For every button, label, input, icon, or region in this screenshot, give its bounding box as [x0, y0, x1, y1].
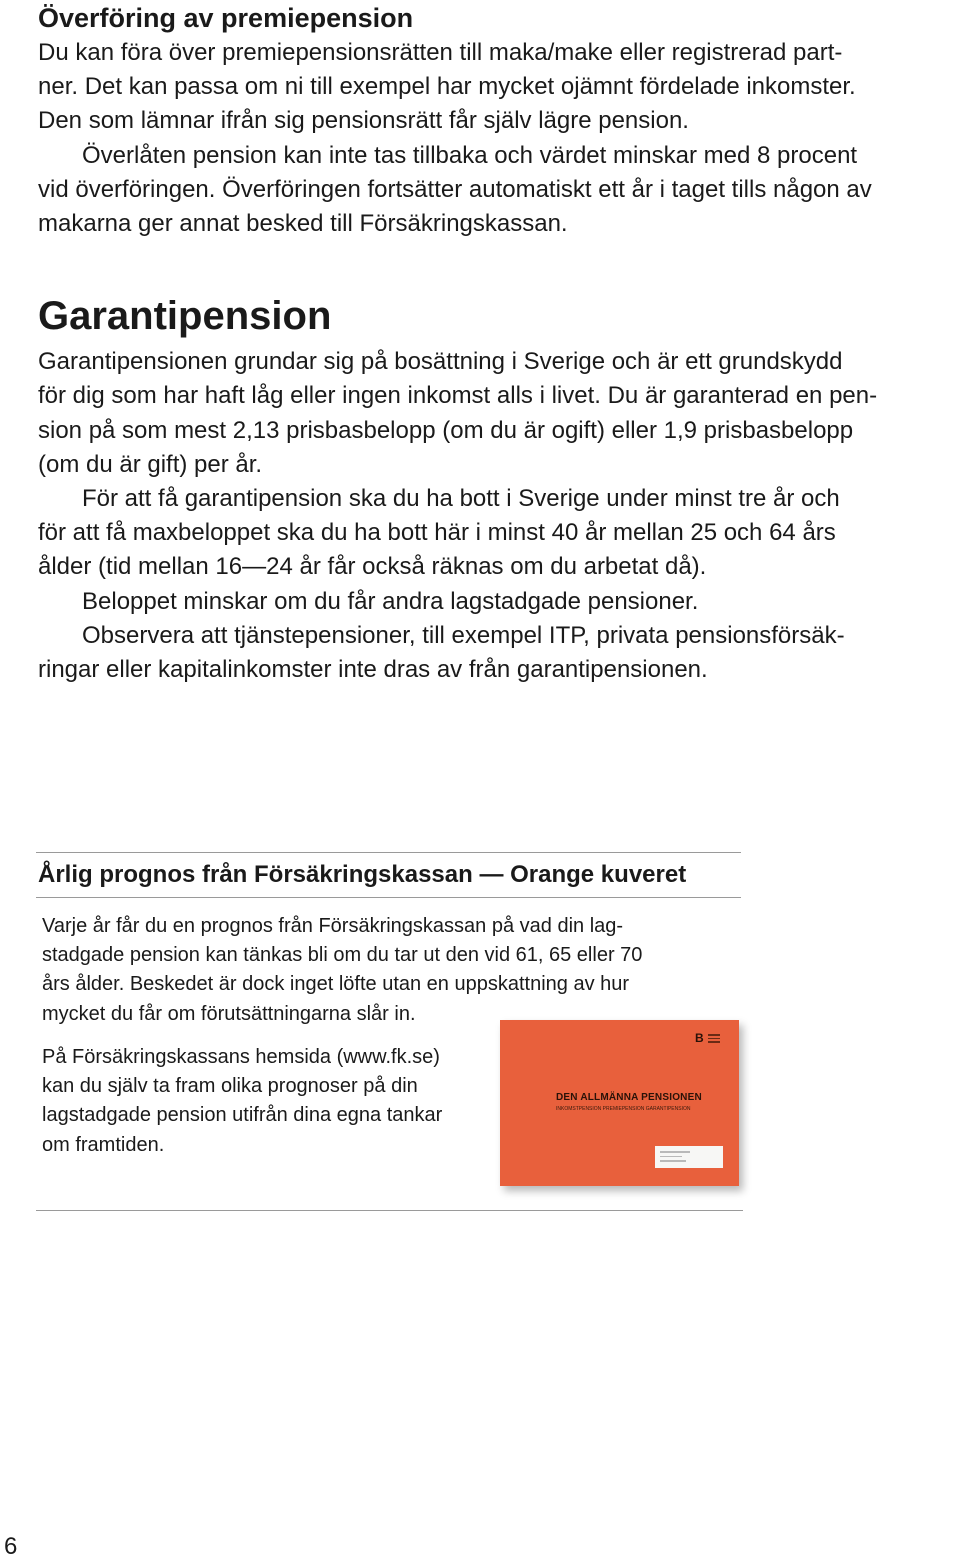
orange-envelope-image — [500, 1020, 739, 1186]
body-line: sion på som mest 2,13 prisbasbelopp (om du är ogift) eller 1,9 prisbasbelopp — [38, 417, 854, 444]
section-title-garantipension: Garantipension — [38, 294, 332, 338]
box-title: Årlig prognos från Försäkringskassan — Orange kuveret — [38, 861, 687, 888]
box-bottom-rule — [36, 1210, 743, 1211]
body-line: Beloppet minskar om du får andra lagstadgade pensioner. — [82, 588, 699, 615]
body-line: ner. Det kan passa om ni till exempel har mycket ojämnt fördelade inkomster. — [38, 73, 856, 100]
box-text-line: lagstadgade pension utifrån dina egna tankar — [42, 1104, 443, 1126]
body-line: vid överföringen. Överföringen fortsätter automatiskt ett år i taget tills någon av — [38, 176, 872, 203]
box-title-rule — [36, 897, 741, 898]
body-line: Du kan föra över premiepensionsrätten till maka/make eller registrerad part- — [38, 39, 843, 66]
body-line: Observera att tjänstepensioner, till exempel ITP, privata pensionsförsäk- — [82, 622, 845, 649]
body-line: ringar eller kapitalinkomster inte dras av från garantipensionen. — [38, 656, 708, 683]
body-line: för att få maxbeloppet ska du ha bott här i minst 40 år mellan 25 och 64 års — [38, 519, 836, 546]
box-text-line: om framtiden. — [42, 1134, 165, 1156]
envelope-title: DEN ALLMÄNNA PENSIONEN — [556, 1092, 702, 1103]
body-line: makarna ger annat besked till Försäkringskassan. — [38, 210, 568, 237]
section-title-premiepension: Överföring av premiepension — [38, 3, 414, 33]
box-text-line: På Försäkringskassans hemsida (www.fk.se) — [42, 1046, 440, 1068]
body-line: för dig som har haft låg eller ingen inkomst alls i livet. Du är garanterad en pen- — [38, 382, 878, 409]
box-text-line: års ålder. Beskedet är dock inget löfte utan en uppskattning av hur — [42, 973, 630, 995]
envelope-logo-mark — [708, 1034, 720, 1045]
box-text-line: Varje år får du en prognos från Försäkringskassan på vad din lag- — [42, 915, 624, 937]
envelope-logo: B — [695, 1031, 704, 1045]
body-line: För att få garantipension ska du ha bott i Sverige under minst tre år och — [82, 485, 840, 512]
box-text-line: kan du själv ta fram olika prognoser på din — [42, 1075, 418, 1097]
body-line: Överlåten pension kan inte tas tillbaka och värdet minskar med 8 procent — [82, 142, 858, 169]
box-top-rule — [36, 852, 741, 853]
envelope-subtitle: INKOMSTPENSION PREMIEPENSION GARANTIPENSION — [556, 1106, 691, 1112]
envelope-address-window — [655, 1146, 723, 1168]
body-line: Den som lämnar ifrån sig pensionsrätt får själv lägre pension. — [38, 107, 689, 134]
page-number: 6 — [4, 1533, 18, 1560]
body-line: Garantipensionen grundar sig på bosättning i Sverige och är ett grundskydd — [38, 348, 843, 375]
body-line: (om du är gift) per år. — [38, 451, 263, 478]
box-text-line: stadgade pension kan tänkas bli om du tar ut den vid 61, 65 eller 70 — [42, 944, 643, 966]
box-text-line: mycket du får om förutsättningarna slår in. — [42, 1003, 416, 1025]
body-line: ålder (tid mellan 16—24 år får också räknas om du arbetat då). — [38, 553, 707, 580]
